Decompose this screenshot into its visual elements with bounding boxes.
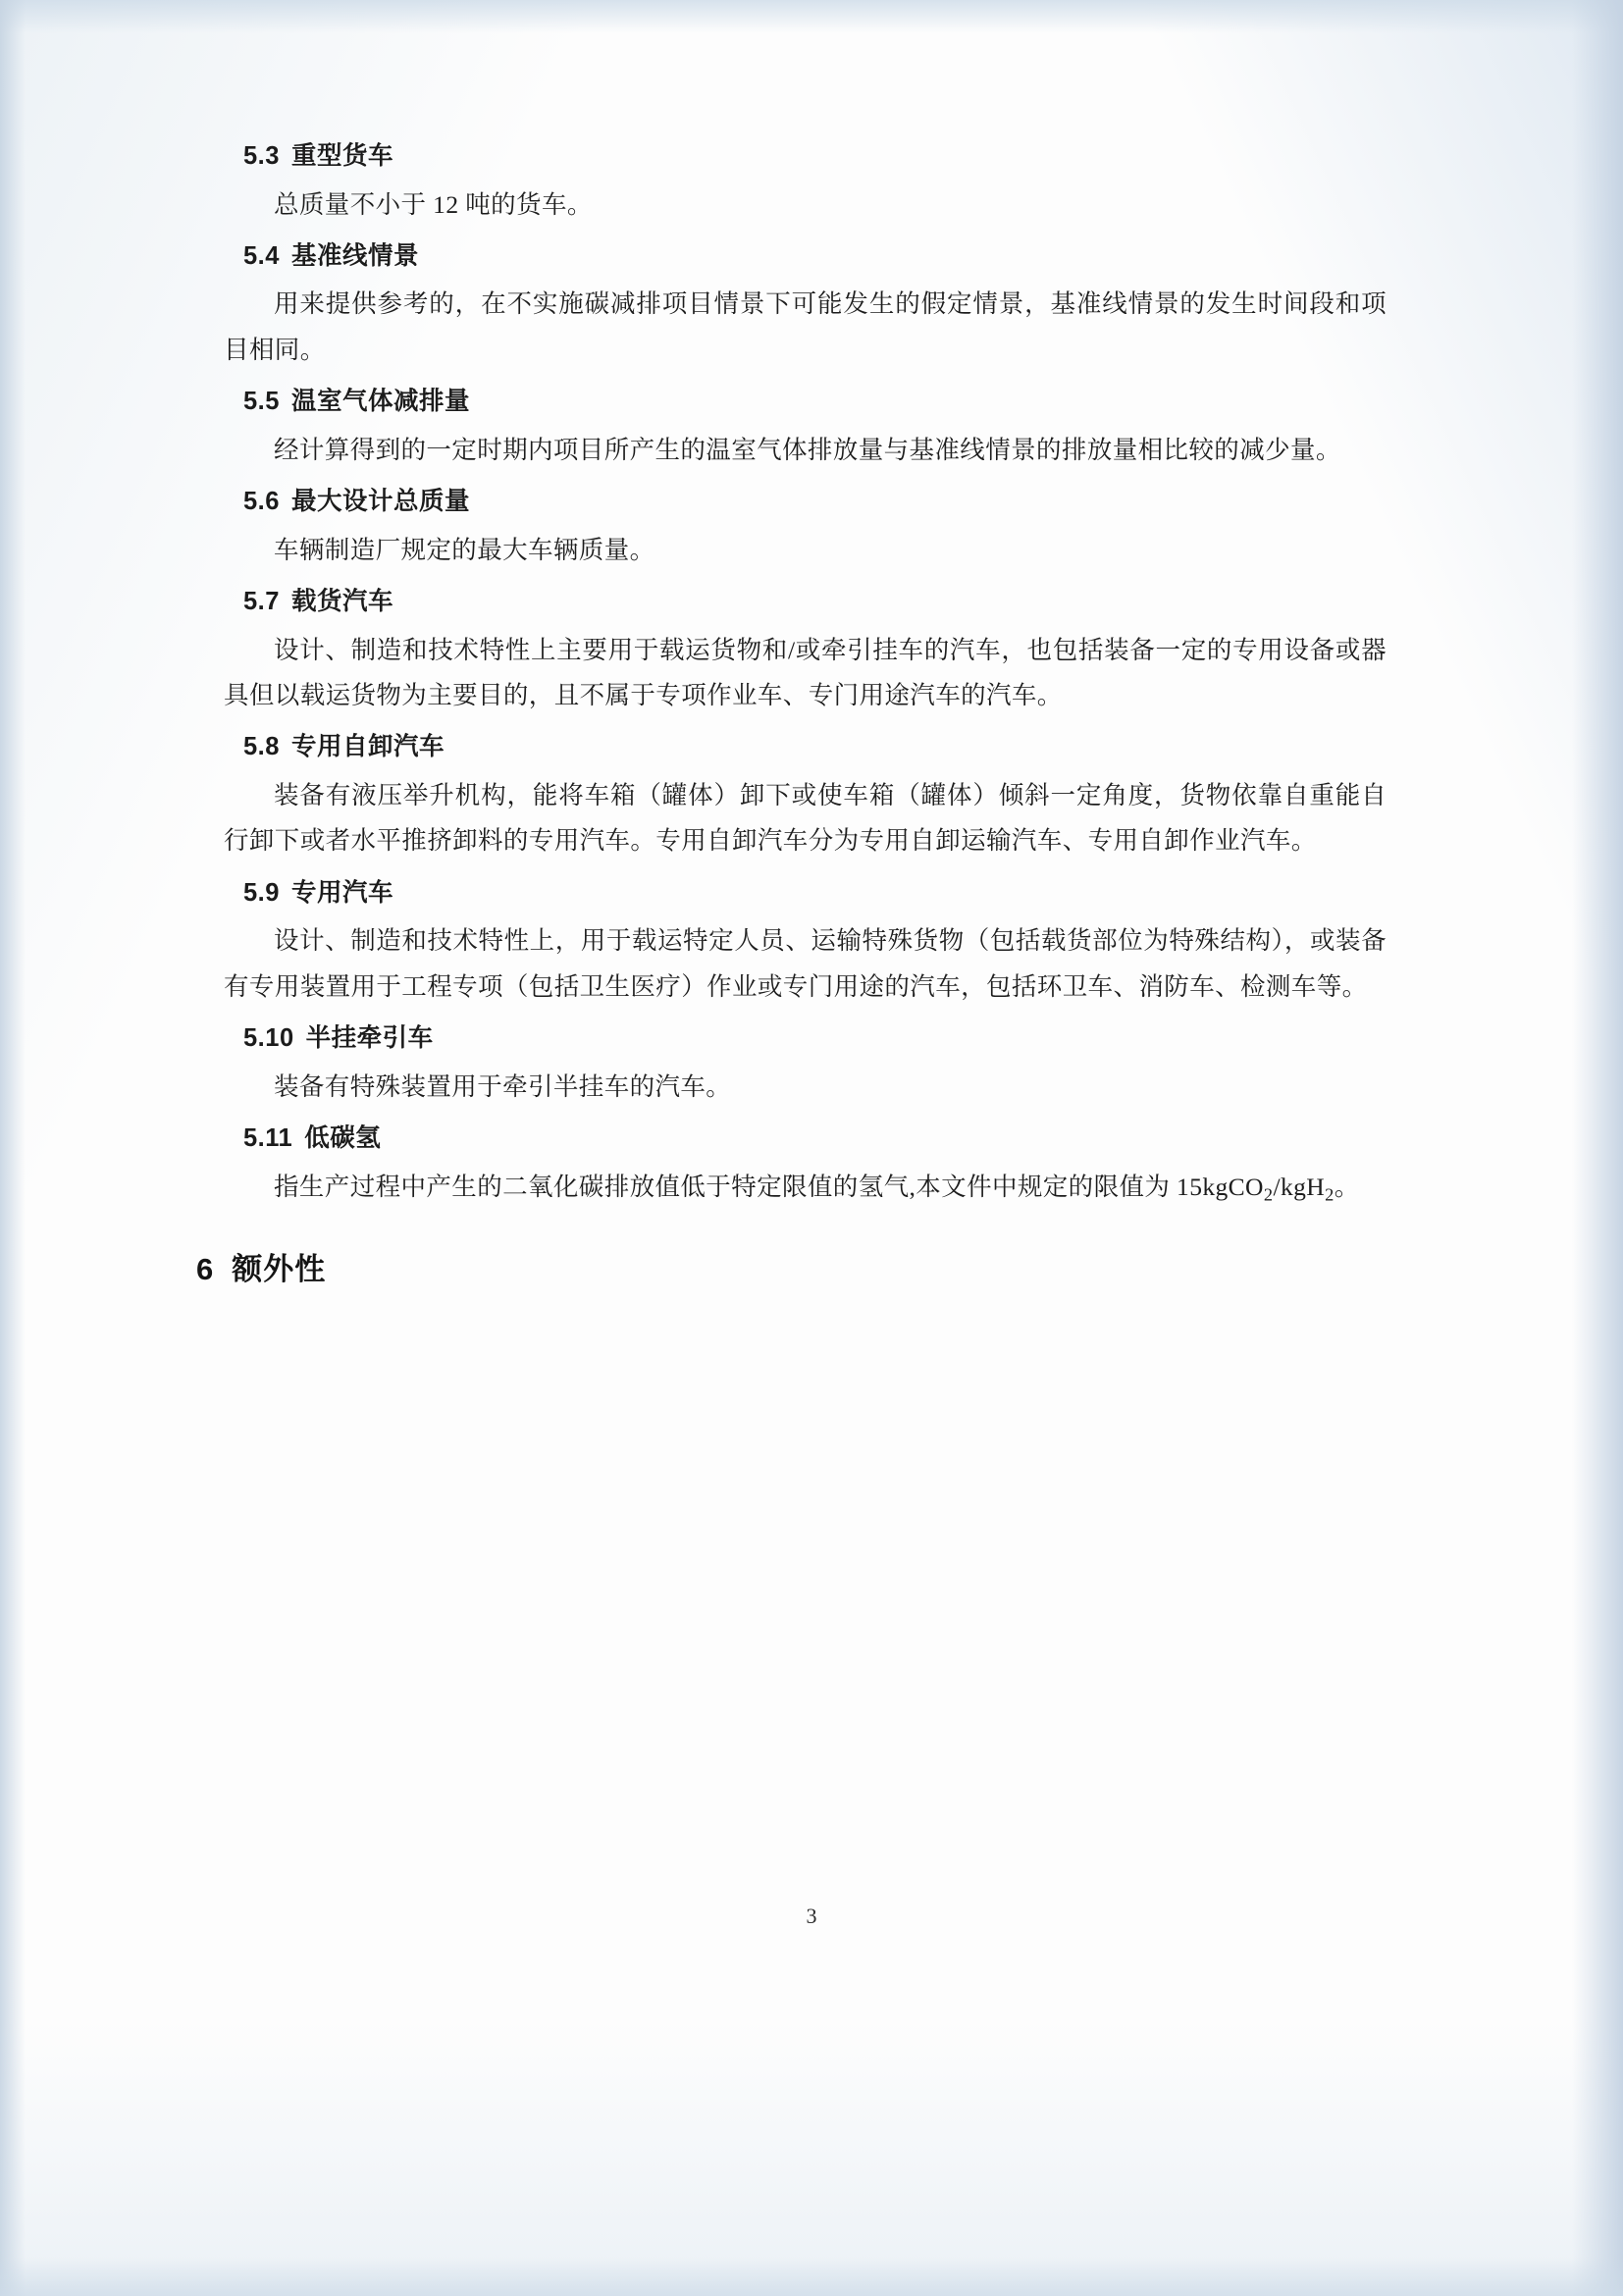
section-paragraph-5-9: 设计、制造和技术特性上，用于载运特定人员、运输特殊货物（包括载货部位为特殊结构），或装备有专用装置用于工程专项（包括卫生医疗）作业或专门用途的汽车，包括环卫车、消防车、检测车等。 bbox=[224, 926, 1387, 1001]
section-paragraph-5-5: 经计算得到的一定时期内项目所产生的温室气体排放量与基准线情景的排放量相比较的减少量。 bbox=[274, 435, 1341, 464]
section-title: 半挂牵引车 bbox=[305, 1024, 434, 1053]
section-number: 5.4 bbox=[243, 241, 280, 270]
chapter-heading-6 bbox=[196, 1244, 1387, 1288]
chapter-number: 6 bbox=[196, 1252, 215, 1287]
section-number: 5.10 bbox=[243, 1024, 294, 1053]
section-number: 5.8 bbox=[243, 733, 280, 761]
section-title: 最大设计总质量 bbox=[290, 488, 470, 516]
chapter-title: 额外性 bbox=[232, 1252, 327, 1287]
section-heading-5-8 bbox=[243, 728, 1387, 767]
section-heading-5-6 bbox=[243, 483, 1387, 522]
page-edge-shadow-right bbox=[1572, 0, 1623, 2296]
paragraph-mid: /kgH bbox=[1273, 1172, 1326, 1201]
section-paragraph-5-11 bbox=[224, 1165, 1387, 1212]
paragraph-lead: 指生产过程中产生的二氧化碳排放值低于特定限值的氢气,本文件中规定的限值为 15kgCO bbox=[274, 1172, 1264, 1201]
section-number: 5.9 bbox=[243, 878, 280, 907]
section-title: 专用自卸汽车 bbox=[290, 733, 445, 761]
section-heading-5-4 bbox=[243, 237, 1387, 277]
section-paragraph-5-3: 总质量不小于 12 吨的货车。 bbox=[274, 189, 593, 219]
section-paragraph-5-6: 车辆制造厂规定的最大车辆质量。 bbox=[274, 535, 655, 564]
section-title: 低碳氢 bbox=[304, 1124, 382, 1152]
paragraph-tail: 。 bbox=[1334, 1172, 1360, 1201]
section-paragraph-5-4: 用来提供参考的，在不实施碳减排项目情景下可能发生的假定情景，基准线情景的发生时间段和项目相同。 bbox=[224, 289, 1387, 364]
section-number: 5.7 bbox=[243, 588, 280, 616]
document-body bbox=[196, 137, 1387, 1288]
section-number: 5.11 bbox=[243, 1124, 293, 1152]
section-heading-5-9 bbox=[243, 874, 1387, 913]
section-heading-5-3 bbox=[243, 137, 1387, 177]
section-paragraph-5-8: 装备有液压举升机构，能将车箱（罐体）卸下或使车箱（罐体）倾斜一定角度，货物依靠自重能自行卸下或者水平推挤卸料的专用汽车。专用自卸汽车分为专用自卸运输汽车、专用自卸作业汽车。 bbox=[224, 780, 1387, 856]
section-number: 5.5 bbox=[243, 388, 280, 416]
section-title: 温室气体减排量 bbox=[290, 388, 470, 416]
subscript-h2: 2 bbox=[1325, 1184, 1335, 1205]
section-title: 专用汽车 bbox=[290, 878, 393, 907]
page-edge-shadow-top bbox=[0, 0, 1623, 33]
page-edge-shadow-bottom bbox=[0, 2257, 1623, 2296]
section-heading-5-11 bbox=[243, 1120, 1387, 1159]
section-heading-5-7 bbox=[243, 583, 1387, 622]
section-heading-5-5 bbox=[243, 383, 1387, 422]
page-edge-shadow-left bbox=[0, 0, 26, 2296]
section-number: 5.6 bbox=[243, 488, 280, 516]
section-number: 5.3 bbox=[243, 142, 280, 170]
section-title: 载货汽车 bbox=[290, 588, 393, 616]
section-title: 基准线情景 bbox=[290, 241, 419, 270]
subscript-co2: 2 bbox=[1263, 1184, 1274, 1205]
section-paragraph-5-10: 装备有特殊装置用于牵引半挂车的汽车。 bbox=[274, 1071, 732, 1101]
section-title: 重型货车 bbox=[290, 142, 393, 170]
section-heading-5-10 bbox=[243, 1019, 1387, 1059]
page-number: 3 bbox=[806, 1904, 817, 1928]
section-paragraph-5-7: 设计、制造和技术特性上主要用于载运货物和/或牵引挂车的汽车，也包括装备一定的专用设备或器具但以载运货物为主要目的，且不属于专项作业车、专门用途汽车的汽车。 bbox=[224, 635, 1387, 710]
